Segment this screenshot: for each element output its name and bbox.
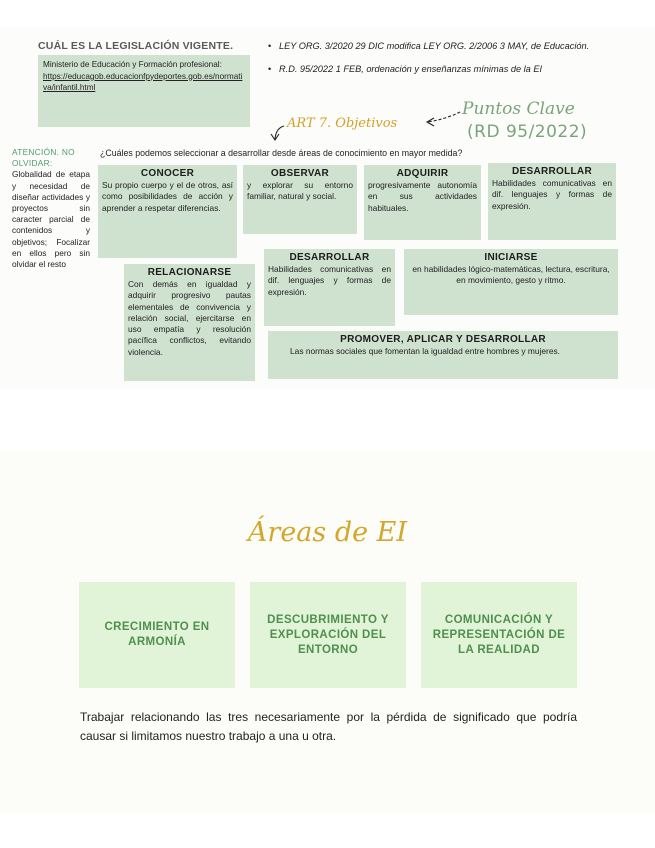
card-promover-title: PROMOVER, APLICAR Y DESARROLLAR: [340, 334, 546, 345]
law-bullet-2: • R.D. 95/2022 1 FEB, ordenación y enseñanzas mínimas de la EI: [268, 63, 633, 76]
area-comunicacion: COMUNICACIÓN Y REPRESENTACIÓN DE LA REALIDAD: [421, 582, 577, 688]
slide-legislation: [0, 27, 655, 390]
card-observar: [243, 165, 357, 234]
card-observar-title: OBSERVAR: [270, 168, 330, 179]
ministry-link[interactable]: https://educagob.educacionfpydeportes.gob.es/normativa/infantil.html: [43, 71, 243, 92]
ministry-text: Ministerio de Educación y Formación profesional:: [43, 60, 222, 69]
card-promover-text: Las normas sociales que fomentan la igualdad entre hombres y mujeres.: [290, 346, 561, 356]
law-bullets: [268, 40, 633, 85]
puntos-clave-label: Puntos Clave: [462, 99, 575, 119]
dashed-arrow-icon: [427, 112, 460, 126]
card-adquirir: [364, 165, 481, 240]
area-crecimiento: CRECIMIENTO EN ARMONÍA: [79, 582, 235, 688]
card-relacionarse-text: Con demás en igualdad y adquirir progresivo pautas elementales de convivencia y relación social, ejercitarse en uso empatía y resolución pacífica conflictos, evitando violencia.: [128, 279, 251, 357]
card-desarrollar-2-title: DESARROLLAR: [289, 252, 370, 263]
card-conocer-title: CONOCER: [140, 168, 195, 179]
ministry-box: [38, 55, 250, 127]
card-observar-text: y explorar su entorno familiar, natural y social.: [247, 180, 353, 202]
legislation-title: CUÁL ES LA LEGISLACIÓN VIGENTE.: [38, 40, 234, 52]
atencion-label: ATENCIÓN. NO OLVIDAR:: [12, 147, 75, 169]
card-iniciarse-text: en habilidades lógico-matemáticas, lectura, escritura, en movimiento, gesto y ritmo.: [412, 264, 610, 286]
card-desarrollar-1: [488, 163, 616, 240]
card-desarrollar-1-title: DESARROLLAR: [512, 166, 592, 177]
atencion-note: [12, 147, 90, 270]
arrow-down-icon: [271, 126, 284, 140]
atencion-text: Globalidad de etapa y necesidad de diseñar actividades y proyectos sin caracter parcial de contenidos y objetivos; Focalizar en ellos pero sin olvidar el resto: [12, 169, 90, 270]
card-adquirir-text: progresivamente autonomía en sus actividades habituales.: [368, 180, 477, 213]
area-descubrimiento: DESCUBRIMIENTO Y EXPLORACIÓN DEL ENTORNO: [250, 582, 406, 688]
art7-label: ART 7. Objetivos: [287, 116, 398, 131]
objectives-question: ¿Cuáles podemos seleccionar a desarrollar desde áreas de conocimiento en mayor medida?: [100, 148, 463, 158]
law-bullet-1: • LEY ORG. 3/2020 29 DIC modifica LEY ORG. 2/2006 3 MAY, de Educación.: [268, 40, 633, 53]
card-relacionarse: [124, 264, 255, 381]
card-iniciarse: [404, 249, 618, 315]
card-promover: [268, 331, 618, 379]
card-adquirir-title: ADQUIRIR: [396, 168, 449, 179]
closing-text: Trabajar relacionando las tres necesariamente por la pérdida de significado que podría causar si limitamos nuestro trabajo a una u otra.: [80, 710, 577, 743]
card-desarrollar-1-text: Habilidades comunicativas en dif. lenguajes y formas de expresión.: [492, 178, 612, 211]
card-desarrollar-2: [264, 249, 395, 326]
card-conocer: [98, 165, 237, 258]
card-desarrollar-2-text: Habilidades comunicativas en dif. lenguajes y formas de expresión.: [268, 264, 391, 297]
slide-areas: [0, 450, 655, 814]
card-relacionarse-title: RELACIONARSE: [147, 267, 232, 278]
card-conocer-text: Su propio cuerpo y el de otros, así como posibilidades de acción y aprender a respetar diferencias.: [102, 180, 233, 213]
areas-title: Áreas de EI: [247, 517, 408, 548]
rd-reference: (RD 95/2022): [467, 122, 588, 142]
card-iniciarse-title: INICIARSE: [484, 252, 538, 263]
